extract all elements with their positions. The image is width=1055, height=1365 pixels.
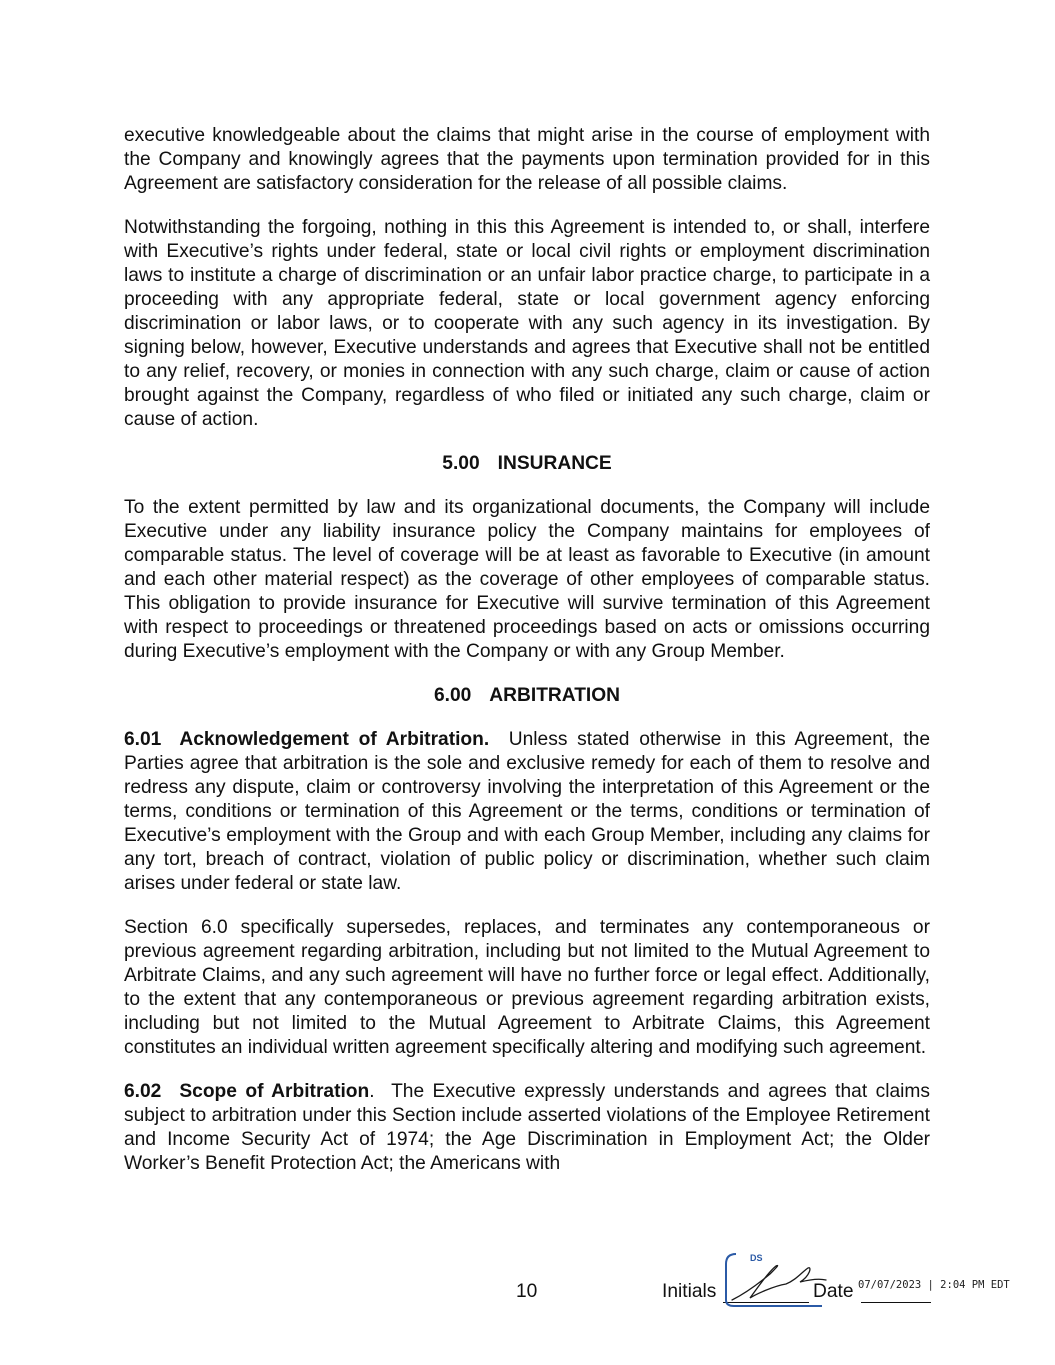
paragraph-section-6-02	[124, 1080, 930, 1176]
paragraph-insurance: To the extent permitted by law and its organizational documents, the Company will include Executive under any liability insurance policy the Company maintains for employees of comparable status. The level of coverage will be at least as favorable to Executive (in amount and each other material respect) as the coverage of other employees of comparable status. This obligation to provide insurance for Executive will survive termination of this Agreement with respect to proceedings or threatened proceedings based on acts or omissions occurring during Executive’s employment with the Company or with any Group Member.	[124, 497, 930, 662]
heading-insurance-title: INSURANCE	[497, 453, 612, 474]
section-6-02-body: The Executive expressly understands and agrees that claims subject to arbitration under this Section include asserted violations of the Employee Retirement and Income Security Act of 1974; the Age Discrimination in Employment Act; the Older Worker’s Benefit Protection Act; the Americans with	[124, 1081, 930, 1174]
section-6-01-separator	[489, 729, 509, 750]
signature-ink	[732, 1265, 826, 1300]
heading-insurance-number: 5.00	[442, 453, 480, 474]
paragraph-release-claims: executive knowledgeable about the claims that might arise in the course of employment with the Company and knowingly agrees that the payments upon termination provided for in this Agreement are satisfactory consideration for the release of all possible claims.	[124, 125, 930, 194]
page-number: 10	[516, 1281, 538, 1302]
document-body	[124, 124, 930, 1196]
heading-insurance	[124, 452, 930, 476]
heading-arbitration-title: ARBITRATION	[489, 685, 621, 706]
page-footer	[0, 1253, 1055, 1318]
section-6-02-number: 6.02	[124, 1081, 162, 1102]
section-6-01-number: 6.01	[124, 729, 162, 750]
section-6-02-title: Scope of Arbitration	[179, 1081, 370, 1102]
section-6-01-body: Unless stated otherwise in this Agreement, the Parties agree that arbitration is the sole and exclusive remedy for each of them to resolve and redress any dispute, claim or controversy involving the interpretation of this Agreement or the terms, conditions or termination of this Agreement or the terms, conditions or termination of Executive’s employment with the Group and with each Group Member, including any claims for any tort, breach of contract, violation of public policy or discrimination, whether such claim arises under federal or state law.	[124, 729, 930, 894]
initials-label: Initials	[662, 1281, 717, 1302]
date-line	[861, 1302, 931, 1303]
paragraph-supersedes: Section 6.0 specifically supersedes, replaces, and terminates any contemporaneous or previous agreement regarding arbitration, including but not limited to the Mutual Agreement to Arbitrate Claims, and any such agreement will have no further force or legal effect. Additionally, to the extent that any contemporaneous or previous agreement regarding arbitration exists, including but not limited to the Mutual Agreement to Arbitrate Claims, this Agreement constitutes an individual written agreement specifically altering and modifying such agreement.	[124, 917, 930, 1058]
heading-arbitration-number: 6.00	[433, 685, 472, 706]
paragraph-section-6-01	[124, 728, 930, 896]
section-6-01-title: Acknowledgement of Arbitration.	[179, 729, 490, 750]
signature-tag: DS	[750, 1253, 763, 1263]
heading-arbitration	[124, 684, 930, 708]
date-label: Date	[813, 1281, 854, 1302]
paragraph-civil-rights: Notwithstanding the forgoing, nothing in this this Agreement is intended to, or shall, interfere with Executive’s rights under federal, state or local civil rights or employment discrimination laws to institute a charge of discrimination or an unfair labor practice charge, to participate in a proceeding with any appropriate federal, state or local government agency enforcing discrimination or labor laws, or to cooperate with any such agency in its investigation. By signing below, however, Executive understands and agrees that Executive shall not be entitled to any relief, recovery, or monies in connection with any such charge, claim or cause of action brought against the Company, regardless of who filed or initiated any such charge, claim or cause of action.	[124, 217, 930, 430]
signed-date-value: 07/07/2023 | 2:04 PM EDT	[858, 1279, 1010, 1291]
section-6-02-separator: .	[369, 1081, 392, 1102]
